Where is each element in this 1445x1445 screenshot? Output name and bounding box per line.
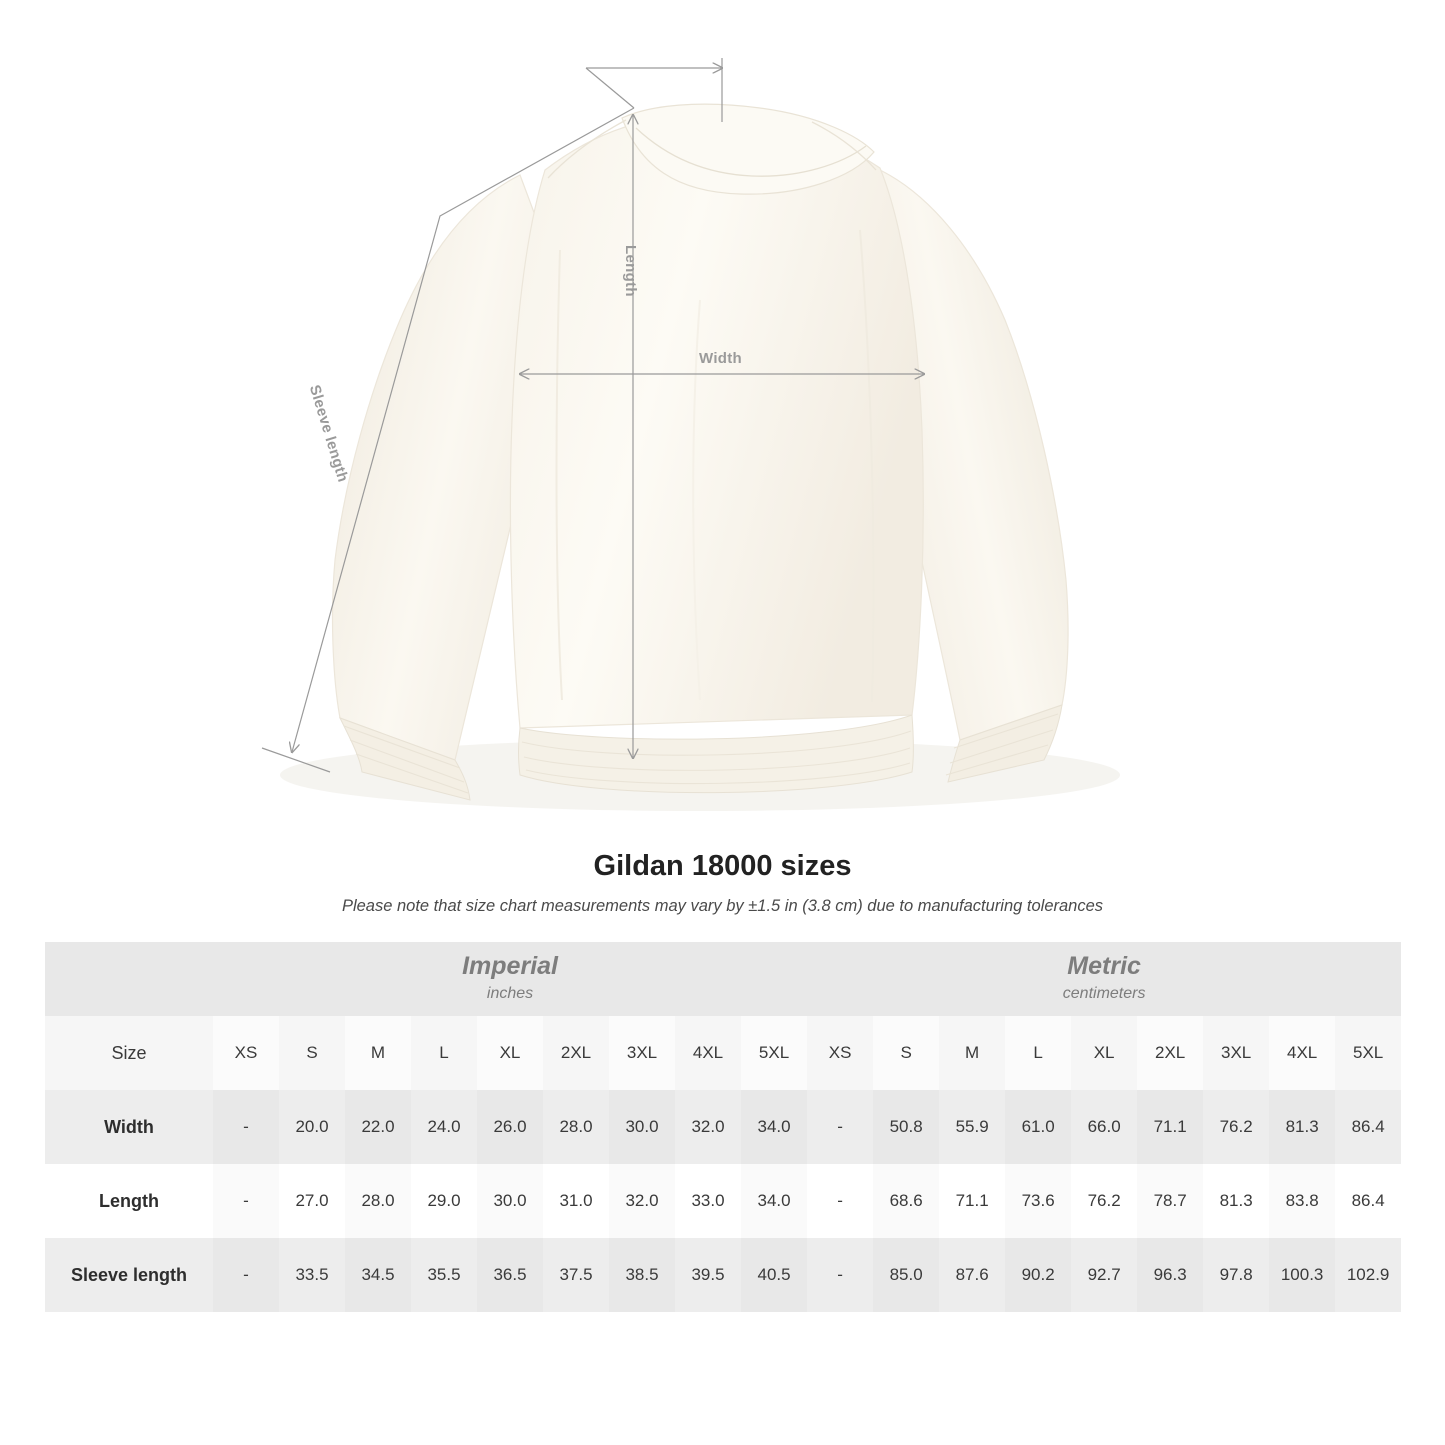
unit-group-sub: centimeters bbox=[1062, 984, 1146, 1002]
measurement-cell: 76.2 bbox=[1203, 1090, 1269, 1164]
measurement-cell: 55.9 bbox=[939, 1090, 1005, 1164]
measurement-cell: 24.0 bbox=[411, 1090, 477, 1164]
measurement-cell: 28.0 bbox=[543, 1090, 609, 1164]
unit-header-row bbox=[45, 942, 1401, 1016]
measurement-cell: 35.5 bbox=[411, 1238, 477, 1312]
measurement-cell: - bbox=[213, 1238, 279, 1312]
length-label: Length bbox=[622, 245, 639, 297]
size-header-cell: 4XL bbox=[1269, 1016, 1335, 1090]
unit-group-name: Imperial bbox=[462, 951, 558, 980]
row-label: Width bbox=[45, 1090, 213, 1164]
measurement-cell: 102.9 bbox=[1335, 1238, 1401, 1312]
measurement-cell: 26.0 bbox=[477, 1090, 543, 1164]
measurement-cell: 33.0 bbox=[675, 1164, 741, 1238]
size-header-cell: 2XL bbox=[543, 1016, 609, 1090]
measurement-cell: 32.0 bbox=[609, 1164, 675, 1238]
size-header-cell: M bbox=[939, 1016, 1005, 1090]
sleeve-length-label: Sleeve length bbox=[305, 383, 352, 485]
measurement-cell: 96.3 bbox=[1137, 1238, 1203, 1312]
measurement-cell: - bbox=[213, 1164, 279, 1238]
size-header-cell: L bbox=[1005, 1016, 1071, 1090]
unit-group-metric bbox=[807, 942, 1401, 1016]
size-header-cell: 4XL bbox=[675, 1016, 741, 1090]
title-block bbox=[0, 850, 1445, 916]
measurement-cell: 31.0 bbox=[543, 1164, 609, 1238]
measurement-note: Please note that size chart measurements may vary by ±1.5 in (3.8 cm) due to manufacturing tolerances bbox=[341, 897, 1104, 915]
measurement-cell: 38.5 bbox=[609, 1238, 675, 1312]
measurement-cell: 34.5 bbox=[345, 1238, 411, 1312]
measurement-cell: 27.0 bbox=[279, 1164, 345, 1238]
size-chart-table bbox=[45, 942, 1401, 1312]
measurement-cell: 36.5 bbox=[477, 1238, 543, 1312]
measurement-cell: 34.0 bbox=[741, 1090, 807, 1164]
measurement-cell: 33.5 bbox=[279, 1238, 345, 1312]
measurement-cell: 81.3 bbox=[1269, 1090, 1335, 1164]
size-header-cell: M bbox=[345, 1016, 411, 1090]
measurement-cell: 30.0 bbox=[609, 1090, 675, 1164]
unit-group-sub: inches bbox=[486, 984, 534, 1002]
table-row bbox=[45, 1238, 1401, 1312]
measurement-cell: 100.3 bbox=[1269, 1238, 1335, 1312]
unit-group-name: Metric bbox=[1067, 951, 1141, 980]
table-row bbox=[45, 1090, 1401, 1164]
measurement-cell: 22.0 bbox=[345, 1090, 411, 1164]
size-header-cell: XS bbox=[213, 1016, 279, 1090]
measurement-cell: - bbox=[213, 1090, 279, 1164]
unit-header-spacer bbox=[45, 942, 213, 1016]
measurement-cell: 86.4 bbox=[1335, 1090, 1401, 1164]
measurement-cell: 90.2 bbox=[1005, 1238, 1071, 1312]
size-header-cell: XL bbox=[1071, 1016, 1137, 1090]
size-header-cell: 5XL bbox=[1335, 1016, 1401, 1090]
unit-group-imperial bbox=[213, 942, 807, 1016]
row-label: Sleeve length bbox=[45, 1238, 213, 1312]
measurement-cell: 40.5 bbox=[741, 1238, 807, 1312]
size-header-cell: S bbox=[279, 1016, 345, 1090]
measurement-cell: 92.7 bbox=[1071, 1238, 1137, 1312]
measurement-cell: 86.4 bbox=[1335, 1164, 1401, 1238]
measurement-cell: - bbox=[807, 1164, 873, 1238]
measurement-cell: 73.6 bbox=[1005, 1164, 1071, 1238]
row-label: Length bbox=[45, 1164, 213, 1238]
measurement-cell: 32.0 bbox=[675, 1090, 741, 1164]
size-header-cell: XS bbox=[807, 1016, 873, 1090]
size-header-label: Size bbox=[45, 1016, 213, 1090]
measurement-cell: - bbox=[807, 1090, 873, 1164]
measurement-cell: 20.0 bbox=[279, 1090, 345, 1164]
measurement-cell: 34.0 bbox=[741, 1164, 807, 1238]
measurement-cell: 81.3 bbox=[1203, 1164, 1269, 1238]
measurement-cell: 97.8 bbox=[1203, 1238, 1269, 1312]
measurement-cell: 30.0 bbox=[477, 1164, 543, 1238]
measurement-cell: 39.5 bbox=[675, 1238, 741, 1312]
measurement-cell: 66.0 bbox=[1071, 1090, 1137, 1164]
measurement-cell: 78.7 bbox=[1137, 1164, 1203, 1238]
size-header-cell: S bbox=[873, 1016, 939, 1090]
measurement-cell: 28.0 bbox=[345, 1164, 411, 1238]
table-row bbox=[45, 1164, 1401, 1238]
measurement-cell: 85.0 bbox=[873, 1238, 939, 1312]
page-title: Gildan 18000 sizes bbox=[593, 850, 852, 882]
measurement-cell: 76.2 bbox=[1071, 1164, 1137, 1238]
size-header-row bbox=[45, 1016, 1401, 1090]
width-label: Width bbox=[699, 350, 743, 367]
measurement-cell: 71.1 bbox=[1137, 1090, 1203, 1164]
size-header-cell: 5XL bbox=[741, 1016, 807, 1090]
measurement-cell: 37.5 bbox=[543, 1238, 609, 1312]
size-header-cell: XL bbox=[477, 1016, 543, 1090]
measurement-cell: 71.1 bbox=[939, 1164, 1005, 1238]
measurement-cell: - bbox=[807, 1238, 873, 1312]
measurement-cell: 50.8 bbox=[873, 1090, 939, 1164]
size-header-cell: 3XL bbox=[1203, 1016, 1269, 1090]
size-header-cell: 3XL bbox=[609, 1016, 675, 1090]
size-header-cell: L bbox=[411, 1016, 477, 1090]
size-header-cell: 2XL bbox=[1137, 1016, 1203, 1090]
measurement-cell: 87.6 bbox=[939, 1238, 1005, 1312]
measurement-cell: 61.0 bbox=[1005, 1090, 1071, 1164]
size-chart-table-wrapper bbox=[0, 942, 1445, 1312]
measurement-cell: 68.6 bbox=[873, 1164, 939, 1238]
measurement-cell: 29.0 bbox=[411, 1164, 477, 1238]
measurement-cell: 83.8 bbox=[1269, 1164, 1335, 1238]
